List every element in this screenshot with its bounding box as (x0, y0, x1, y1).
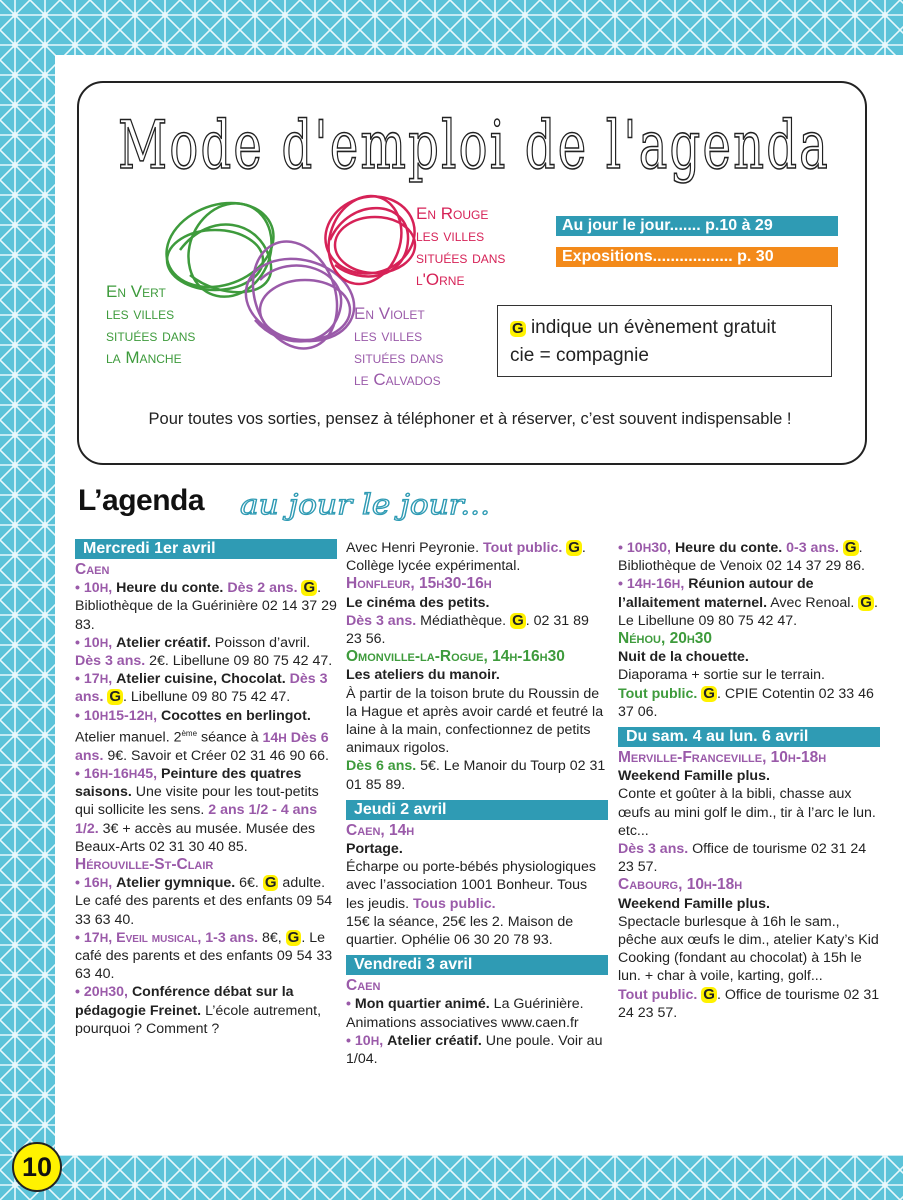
list-item: • 20H30, Conférence débat sur la pédagogie Freinet. L’école autrement, pourquoi ? Comment ? (75, 984, 322, 1037)
agenda-column-3 (618, 539, 880, 1022)
tag-au-jour-le-jour[interactable]: Au jour le jour....... p.10 à 29 (556, 216, 838, 236)
list-item: • 14H-16H, Réunion autour de l’allaitement maternel. Avec Renoal. G . Le Libellune 09 80 75 42 47. (618, 576, 878, 629)
list-item: • 17H, Eveil musical, 1-3 ans. 8€, G . Le café des parents et des enfants 09 54 33 63 40. (75, 928, 333, 983)
list-item: • 10H, Atelier créatif. Poisson d’avril. Dès 3 ans. 2€. Libellune 09 80 75 42 47. (75, 634, 333, 670)
city-heading: Honfleur, 15h30-16h (346, 575, 492, 593)
list-item: • 16H, Atelier gymnique. 6€. G adulte. Le café des parents et des enfants 09 54 33 63 40. (75, 874, 333, 928)
list-item: Avec Henri Peyronie. Tout public. G . Collège lycée expérimental. (346, 539, 586, 575)
list-item: • 10H15-12H, Cocottes en berlingot. Atelier manuel. 2ème séance à 14H Dès 6 ans. 9€. Savoir et Créer 02 31 46 90 66. (75, 707, 329, 764)
city-heading: Caen, 14h (346, 821, 415, 839)
list-item: • 17H, Atelier cuisine, Chocolat. Dès 3 ans. G . Libellune 09 80 75 42 47. (75, 671, 328, 706)
agenda-title: L’agenda (78, 484, 205, 517)
violet-scribble (237, 230, 364, 361)
free-badge: G (512, 320, 524, 337)
city-heading: Omonville-la-Rogue, 14h-16h30 (346, 648, 565, 666)
day-header: Vendredi 3 avril (346, 955, 608, 975)
agenda-subtitle-handwritten (238, 478, 498, 528)
list-item: Weekend Famille plus. Conte et goûter à la bibli, chasse aux œufs au mini golf le dim., tir à l’arc le lun. etc... Dès 3 ans. Office de tourisme 02 31 24 23 57. (618, 768, 876, 876)
city-heading: Merville-Franceville, 10h-18h (618, 749, 827, 767)
list-item: • 10H30, Heure du conte. 0-3 ans. G . Bibliothèque de Venoix 02 14 37 29 86. (618, 539, 865, 575)
cie-legend: cie = compagnie (510, 345, 649, 366)
list-item: • 10H, Heure du conte. Dès 2 ans. G . Bibliothèque de la Guérinière 02 14 37 29 83. (75, 579, 337, 633)
list-item: Portage. Écharpe ou porte-bébés physiologiques avec l’association 1001 Bonheur. Tous les jeudis. Tous public. 15€ la séance, 25€ les 2. Maison de quartier. Ophélie 06 30 20 78 93. (346, 841, 597, 949)
info-box (497, 305, 832, 377)
list-item: Le cinéma des petits. Dès 3 ans. Médiathèque. G . 02 31 89 23 56. (346, 594, 589, 648)
reservation-note: Pour toutes vos sorties, pensez à téléphoner et à réserver, c’est souvent indispensable ! (148, 410, 792, 428)
day-header: Mercredi 1er avril (75, 539, 337, 559)
day-header: Du sam. 4 au lun. 6 avril (618, 727, 880, 747)
list-item: • 10H, Atelier créatif. Une poule. Voir au 1/04. (346, 1032, 603, 1068)
free-event-legend (510, 316, 776, 340)
howto-title-handwritten (118, 90, 838, 196)
city-heading: Hérouville-St-Clair (75, 855, 214, 873)
city-heading: Caen (346, 977, 381, 995)
agenda-column-1 (75, 539, 337, 1038)
legend-rouge: En Rouge les villes situées dans l'Orne (416, 204, 506, 289)
tag-expositions[interactable]: Expositions.................. p. 30 (556, 247, 838, 267)
page-number-badge: 10 (12, 1142, 62, 1192)
free-event-text: indique un évènement gratuit (530, 317, 777, 338)
agenda-column-2 (346, 539, 608, 1068)
legend-vert: En Vert les villes situées dans la Manche (106, 282, 196, 367)
howto-title-text: Mode d'emploi de l'agenda (118, 107, 830, 184)
day-header: Jeudi 2 avril (346, 800, 608, 820)
list-item: Weekend Famille plus. Spectacle burlesque à 16h le sam., pêche aux œufs le dim., atelier Katy’s Kid Cooking (fondant au chocolat) à 15h le lun. + char à voile, karting, golf... Tout public. G . Office de tourisme 02 31 24 23 57. (618, 895, 880, 1021)
list-item: Nuit de la chouette. Diaporama + sortie sur le terrain. Tout public. G . CPIE Cotentin 02 33 46 37 06. (618, 649, 874, 720)
legend-violet: En Violet les villes situées dans le Calvados (354, 304, 444, 389)
city-heading: Néhou, 20h30 (618, 630, 713, 648)
city-heading: Caen (75, 561, 110, 578)
list-item: Les ateliers du manoir. À partir de la toison brute du Roussin de la Hague et après avoir cardé et feutré la laine à la main, confectionnez de petits animaux rigolos. Dès 6 ans. 5€. Le Manoir du Tourp 02 31 01 85 89. (346, 667, 606, 793)
list-item: • 16H-16H45, Peinture des quatres saisons. Une visite pour les tout-petits qui sollicite les sens. 2 ans 1/2 - 4 ans 1/2. 3€ + accès au musée. Musée des Beaux-Arts 02 31 30 40 85. (75, 765, 319, 855)
city-heading: Cabourg, 10h-18h (618, 876, 743, 894)
agenda-subtitle-text: au jour le jour... (240, 488, 490, 521)
list-item: • Mon quartier animé. La Guérinière. Animations associatives www.caen.fr (346, 996, 584, 1031)
